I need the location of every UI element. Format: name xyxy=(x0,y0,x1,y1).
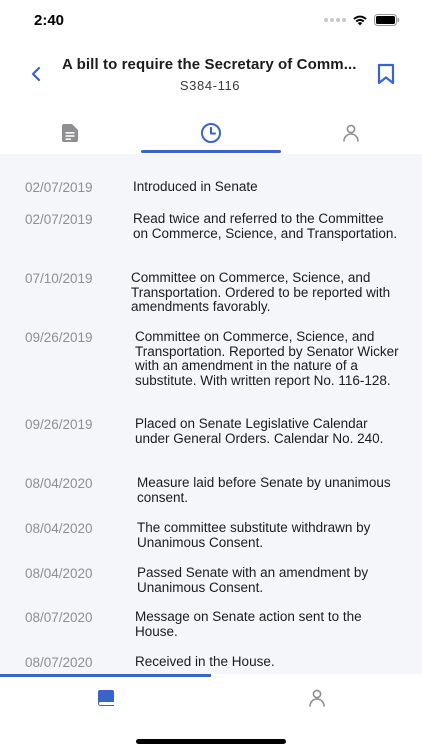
chevron-left-icon xyxy=(31,66,41,82)
book-icon xyxy=(97,689,115,707)
clock-icon xyxy=(200,122,222,144)
home-indicator xyxy=(136,739,286,744)
battery-icon xyxy=(374,14,400,26)
bottom-tab-profile[interactable] xyxy=(211,677,422,719)
back-button[interactable] xyxy=(26,62,46,86)
action-date: 08/04/2020 xyxy=(25,521,93,536)
action-text: Measure laid before Senate by unanimous consent. xyxy=(137,475,391,505)
action-date: 02/07/2019 xyxy=(25,180,93,195)
wifi-icon xyxy=(352,14,368,26)
action-text: Committee on Commerce, Science, and Transportation. Reported by Senator Wicker with an amendment in the nature of a substitute. With written report No. 116-128. xyxy=(135,329,399,388)
action-text: Committee on Commerce, Science, and Transportation. Ordered to be reported with amendments favorably. xyxy=(131,270,391,314)
action-text: Placed on Senate Legislative Calendar under General Orders. Calendar No. 240. xyxy=(135,416,384,446)
tab-actions[interactable] xyxy=(141,112,281,154)
status-icons xyxy=(324,14,400,26)
status-bar xyxy=(0,0,422,44)
person-icon xyxy=(309,689,325,707)
tab-details[interactable] xyxy=(0,112,140,154)
bottom-tab-bar xyxy=(0,677,422,750)
action-date: 07/10/2019 xyxy=(25,271,93,286)
action-text: Message on Senate action sent to the House. xyxy=(135,609,362,639)
action-text: Read twice and referred to the Committee on Commerce, Science, and Transportation. xyxy=(133,211,398,241)
action-date: 02/07/2019 xyxy=(25,212,93,227)
bill-title: A bill to require the Secretary of Comm... xyxy=(62,56,357,73)
bookmark-button[interactable] xyxy=(374,60,398,88)
header xyxy=(0,44,422,108)
action-text: Received in the House. xyxy=(135,654,275,669)
status-time: 2:40 xyxy=(34,12,65,29)
action-date: 08/04/2020 xyxy=(25,566,93,581)
bookmark-icon xyxy=(377,63,395,85)
tab-bar xyxy=(0,112,422,154)
action-date: 09/26/2019 xyxy=(25,417,93,432)
action-date: 09/26/2019 xyxy=(25,330,93,345)
action-date: 08/07/2020 xyxy=(25,655,93,670)
tab-sponsors[interactable] xyxy=(281,112,421,154)
actions-timeline[interactable] xyxy=(0,154,422,674)
action-text: Introduced in Senate xyxy=(133,179,258,194)
signal-icon xyxy=(324,18,346,22)
action-date: 08/04/2020 xyxy=(25,476,93,491)
bill-number: S384-116 xyxy=(179,78,241,93)
person-icon xyxy=(343,124,359,142)
bottom-tab-bills[interactable] xyxy=(0,677,211,719)
action-date: 08/07/2020 xyxy=(25,610,93,625)
action-text: Passed Senate with an amendment by Unanimous Consent. xyxy=(137,565,369,595)
active-tab-indicator xyxy=(141,150,281,153)
action-text: The committee substitute withdrawn by Unanimous Consent. xyxy=(137,520,371,550)
document-icon xyxy=(62,124,78,142)
